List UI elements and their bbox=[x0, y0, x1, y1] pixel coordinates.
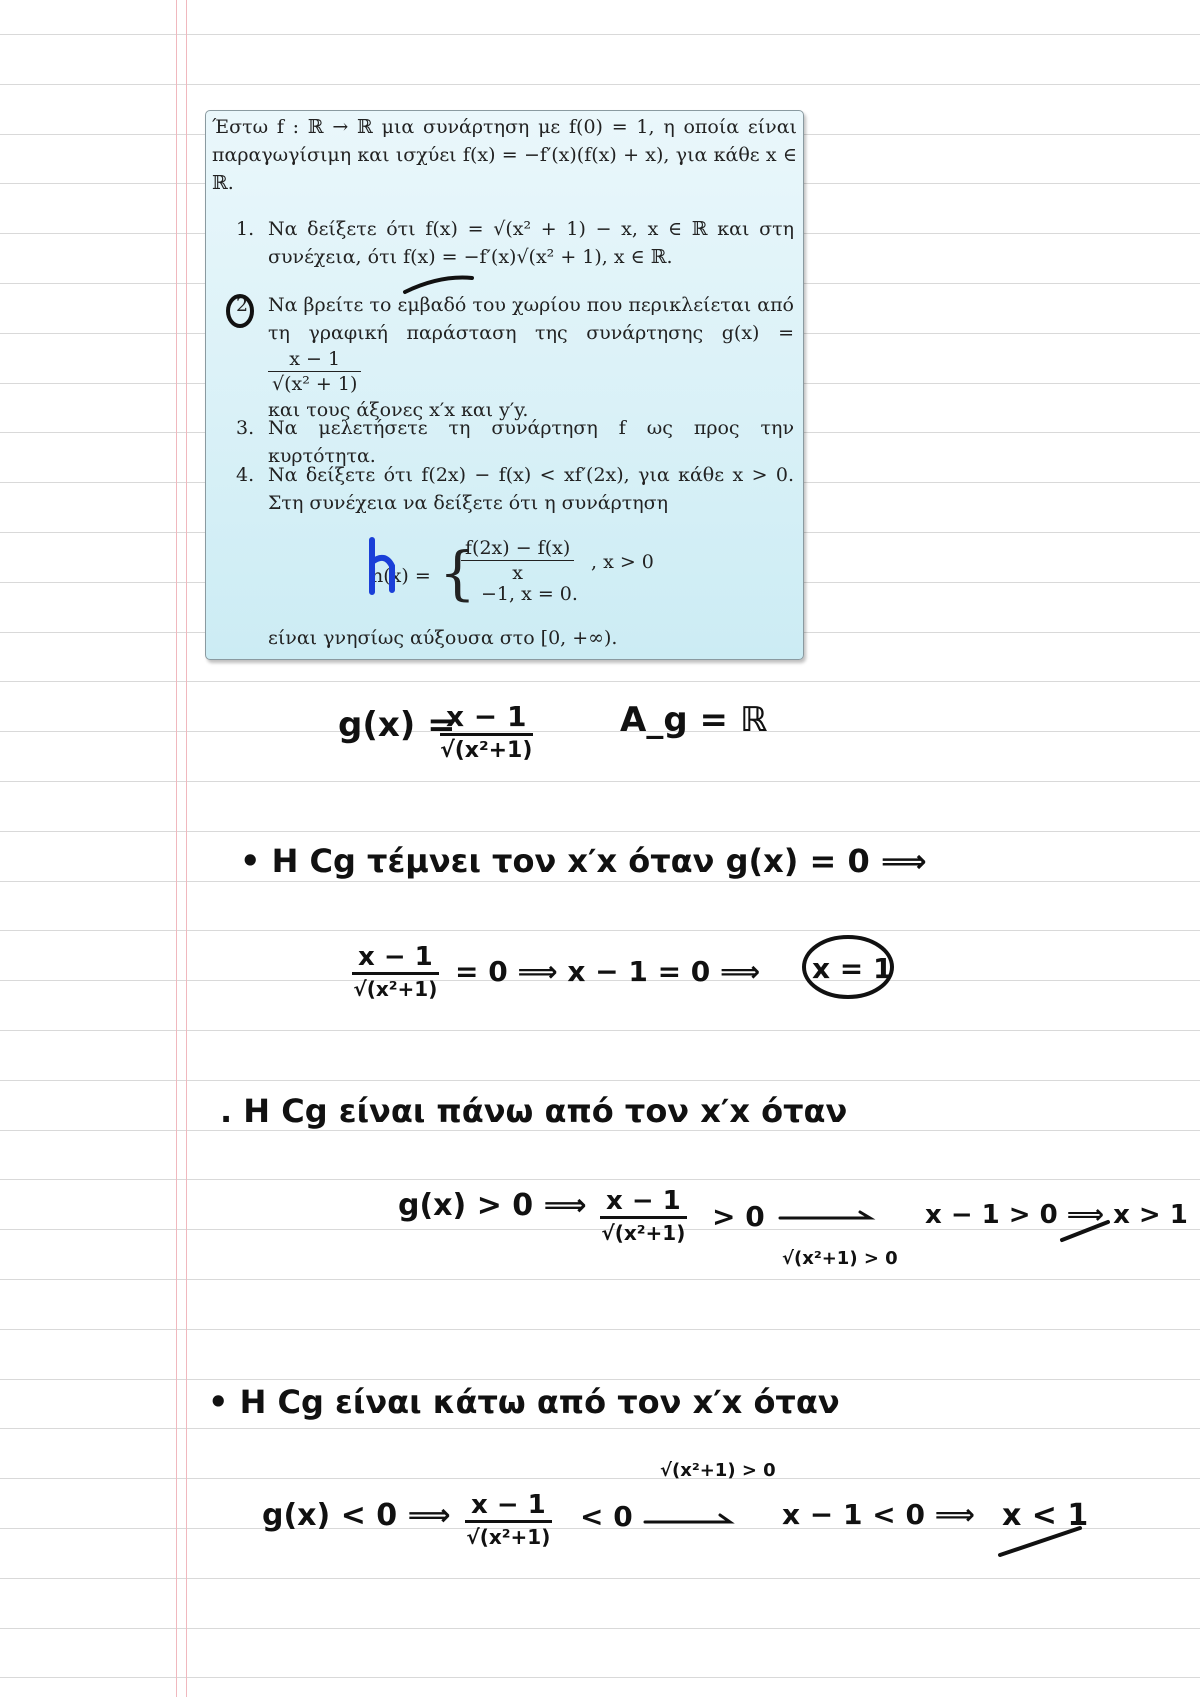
note-fraction-4 bbox=[465, 1490, 552, 1549]
g-numerator: x − 1 bbox=[268, 347, 361, 372]
note-below-axis: • H Cg είναι κάτω από τον x′x όταν bbox=[208, 1383, 840, 1421]
note-denominator: √(x²+1) bbox=[440, 738, 533, 763]
note-numerator: x − 1 bbox=[600, 1186, 687, 1219]
note-numerator: x − 1 bbox=[465, 1490, 552, 1523]
circle-around-2-icon bbox=[228, 296, 252, 326]
item-number: 2. bbox=[236, 294, 255, 316]
blue-h-mark-icon bbox=[372, 540, 392, 592]
note-denominator: √(x²+1) bbox=[353, 977, 438, 1001]
note-g-lhs: g(x) = bbox=[338, 705, 456, 745]
item-number: 4. bbox=[236, 464, 255, 486]
note-domain: A_g = ℝ bbox=[620, 700, 768, 740]
problem-intro: Έστω f : ℝ → ℝ μια συνάρτηση με f(0) = 1, η οποία είναι παραγωγίσιμη και ισχύει f(x) = −f′(x)(f(x) + x), για κάθε x ∈ ℝ. bbox=[212, 116, 797, 194]
underline-mark-icon bbox=[405, 278, 472, 292]
note-equation-2: = 0 ⟹ x − 1 = 0 ⟹ bbox=[455, 955, 761, 988]
note-negative-result: x < 1 bbox=[1002, 1498, 1089, 1533]
item-number: 3. bbox=[236, 417, 255, 439]
note-circled-answer: x = 1 bbox=[812, 952, 893, 985]
note-positive-lhs: g(x) > 0 ⟹ bbox=[398, 1188, 587, 1223]
item-text: Να δείξετε ότι f(x) = √(x² + 1) − x, x ∈ ℝ και στη συνέχεια, ότι f(x) = −f′(x)√(x² + 1), x ∈ ℝ. bbox=[268, 218, 794, 268]
item-text-after: και τους άξονες x′x και y′y. bbox=[268, 399, 529, 421]
note-negative-rest: x − 1 < 0 ⟹ bbox=[782, 1498, 975, 1531]
note-negative-lhs: g(x) < 0 ⟹ bbox=[262, 1498, 451, 1533]
note-numerator: x − 1 bbox=[352, 942, 439, 975]
implies-arrow-1-icon bbox=[780, 1212, 870, 1218]
implies-arrow-2-icon bbox=[645, 1515, 730, 1522]
case1-condition: , x > 0 bbox=[591, 551, 654, 573]
note-negative-mid: < 0 bbox=[580, 1500, 633, 1533]
note-numerator: x − 1 bbox=[440, 700, 533, 736]
g-denominator: √(x² + 1) bbox=[272, 373, 358, 395]
case2: −1, x = 0. bbox=[481, 583, 578, 605]
item-text: Να μελετήσετε τη συνάρτηση f ως προς την κυρτότητα. bbox=[268, 417, 794, 467]
left-brace: { bbox=[439, 539, 476, 607]
item-text: Να δείξετε ότι f(2x) − f(x) < xf′(2x), για κάθε x > 0. Στη συνέχεια να δείξετε ότι η συνάρτηση bbox=[268, 464, 794, 514]
note-denominator: √(x²+1) bbox=[466, 1525, 551, 1549]
note-above-axis: . H Cg είναι πάνω από τον x′x όταν bbox=[220, 1092, 848, 1130]
note-g-fraction bbox=[440, 700, 533, 763]
note-denominator: √(x²+1) bbox=[601, 1221, 686, 1245]
note-fraction-3 bbox=[600, 1186, 687, 1245]
problem-closing: είναι γνησίως αύξουσα στο [0, +∞). bbox=[268, 627, 618, 649]
case1-denominator: x bbox=[512, 562, 523, 584]
case1-numerator: f(2x) − f(x) bbox=[461, 536, 574, 561]
note-arrow-label-2: √(x²+1) > 0 bbox=[660, 1460, 776, 1481]
piecewise-lhs: h(x) = bbox=[371, 565, 431, 587]
note-fraction-2 bbox=[352, 942, 439, 1001]
item-text: Να βρείτε το εμβαδό του χωρίου που περικλείεται από τη γραφική παράσταση της συνάρτησης g(x) = bbox=[268, 294, 794, 344]
note-positive-result: x − 1 > 0 ⟹ x > 1 bbox=[925, 1200, 1188, 1230]
note-positive-mid: > 0 bbox=[712, 1200, 765, 1233]
note-intersection: • H Cg τέμνει τον x′x όταν g(x) = 0 ⟹ bbox=[240, 842, 927, 880]
item-number: 1. bbox=[236, 218, 255, 240]
note-arrow-label-1: √(x²+1) > 0 bbox=[782, 1248, 898, 1269]
